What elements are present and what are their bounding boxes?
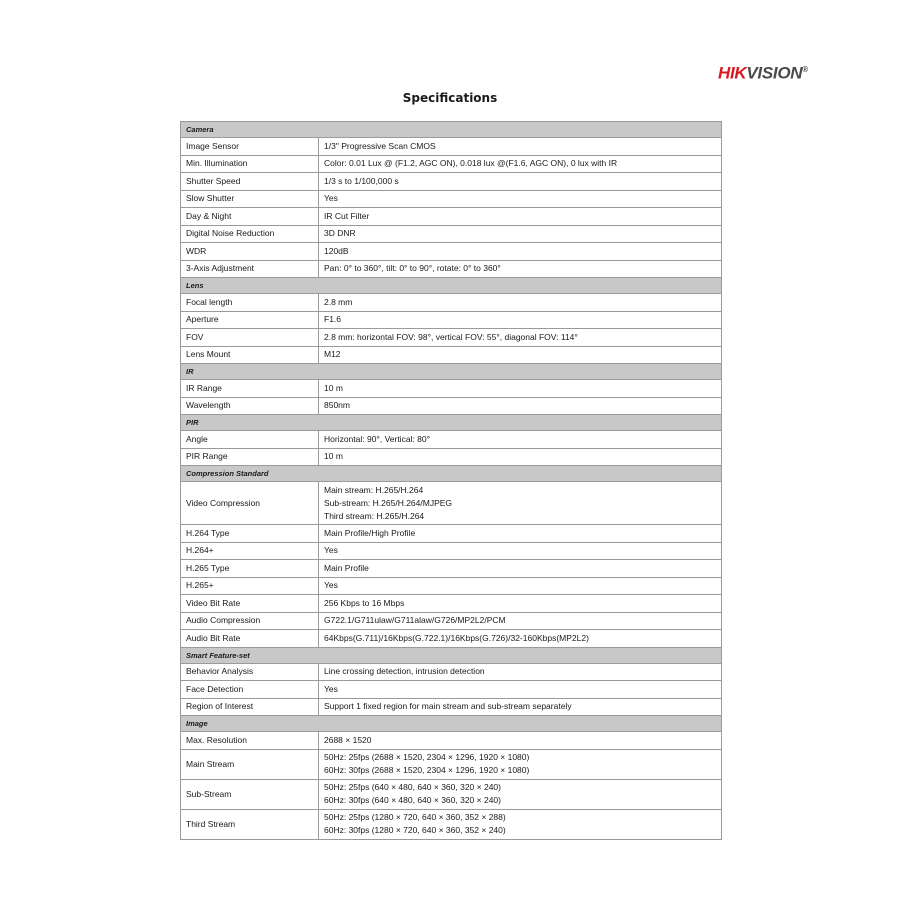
spec-row	[181, 155, 722, 173]
spec-row	[181, 732, 722, 750]
spec-value	[319, 560, 722, 578]
spec-row	[181, 542, 722, 560]
spec-row	[181, 525, 722, 543]
spec-value	[319, 380, 722, 398]
spec-label: Digital Noise Reduction	[181, 225, 319, 243]
spec-value-line: 1/3 s to 1/100,000 s	[324, 175, 399, 186]
spec-row	[181, 560, 722, 578]
spec-value-line: 10 m	[324, 382, 343, 393]
section-title: Compression Standard	[181, 466, 722, 482]
spec-label: Image Sensor	[181, 138, 319, 156]
spec-value	[319, 630, 722, 648]
spec-value-line: Color: 0.01 Lux @ (F1.2, AGC ON), 0.018 lux @(F1.6, AGC ON), 0 lux with IR	[324, 158, 618, 169]
spec-value	[319, 779, 722, 809]
spec-value-line: F1.6	[324, 314, 342, 325]
spec-row	[181, 612, 722, 630]
spec-value	[319, 155, 722, 173]
spec-value-line: 2.8 mm	[324, 296, 353, 307]
spec-row	[181, 397, 722, 415]
spec-value	[319, 595, 722, 613]
spec-value-line: 1/3" Progressive Scan CMOS	[324, 140, 436, 151]
spec-value	[319, 663, 722, 681]
spec-value	[319, 260, 722, 278]
specifications-table-body	[181, 122, 722, 840]
spec-label: Slow Shutter	[181, 190, 319, 208]
section-header	[181, 364, 722, 380]
spec-value	[319, 732, 722, 750]
spec-row	[181, 809, 722, 839]
section-header	[181, 647, 722, 663]
spec-value	[319, 397, 722, 415]
spec-row	[181, 630, 722, 648]
spec-row	[181, 779, 722, 809]
spec-label: Audio Compression	[181, 612, 319, 630]
spec-value	[319, 698, 722, 716]
spec-value	[319, 542, 722, 560]
spec-row	[181, 294, 722, 312]
spec-label: IR Range	[181, 380, 319, 398]
section-header	[181, 415, 722, 431]
spec-label: Max. Resolution	[181, 732, 319, 750]
spec-row	[181, 380, 722, 398]
section-title: Lens	[181, 278, 722, 294]
spec-value-line: Pan: 0° to 360°, tilt: 0° to 90°, rotate: 0° to 360°	[324, 263, 501, 274]
spec-row	[181, 311, 722, 329]
spec-value	[319, 346, 722, 364]
spec-label: Face Detection	[181, 681, 319, 699]
spec-row	[181, 329, 722, 347]
spec-value-line: Yes	[324, 545, 338, 556]
section-header	[181, 278, 722, 294]
specifications-table	[180, 121, 722, 840]
spec-label: 3-Axis Adjustment	[181, 260, 319, 278]
spec-label: Main Stream	[181, 749, 319, 779]
spec-value	[319, 577, 722, 595]
section-header	[181, 122, 722, 138]
spec-value-line: G722.1/G711ulaw/G711alaw/G726/MP2L2/PCM	[324, 615, 506, 626]
spec-value-line: 50Hz: 25fps (640 × 480, 640 × 360, 320 × 240)	[324, 782, 501, 792]
spec-value	[319, 138, 722, 156]
spec-value-line: 850nm	[324, 400, 350, 411]
brand-logo	[718, 60, 808, 84]
spec-row	[181, 173, 722, 191]
spec-value	[319, 294, 722, 312]
spec-value-line: 3D DNR	[324, 228, 356, 239]
spec-label: PIR Range	[181, 448, 319, 466]
spec-row	[181, 448, 722, 466]
spec-value	[319, 243, 722, 261]
spec-value	[319, 431, 722, 449]
spec-value-line: Third stream: H.265/H.264	[324, 510, 425, 521]
spec-value-line: M12	[324, 349, 341, 360]
spec-value	[319, 681, 722, 699]
spec-value-line: 256 Kbps to 16 Mbps	[324, 597, 405, 608]
spec-value	[319, 448, 722, 466]
spec-label: Third Stream	[181, 809, 319, 839]
spec-value-line: 50Hz: 25fps (2688 × 1520, 2304 × 1296, 1920 × 1080)	[324, 752, 530, 762]
spec-value-line: 2688 × 1520	[324, 734, 372, 745]
spec-value-line: Yes	[324, 683, 338, 694]
spec-value-line: Horizontal: 90°, Vertical: 80°	[324, 433, 431, 444]
spec-label: Min. Illumination	[181, 155, 319, 173]
spec-label: H.264 Type	[181, 525, 319, 543]
brand-logo-part2: VISION	[746, 63, 803, 83]
section-header	[181, 716, 722, 732]
spec-value	[319, 208, 722, 226]
brand-logo-part1: HIK	[718, 63, 747, 83]
spec-label: Sub-Stream	[181, 779, 319, 809]
spec-label: H.265 Type	[181, 560, 319, 578]
spec-row	[181, 225, 722, 243]
section-header	[181, 466, 722, 482]
spec-value-line: Sub-stream: H.265/H.264/MJPEG	[324, 497, 453, 508]
spec-row	[181, 243, 722, 261]
spec-label: Aperture	[181, 311, 319, 329]
spec-value	[319, 225, 722, 243]
spec-value-line: 60Hz: 30fps (2688 × 1520, 2304 × 1296, 1920 × 1080)	[324, 765, 530, 775]
spec-value-line: Line crossing detection, intrusion detection	[324, 666, 485, 677]
page-title: Specifications	[402, 91, 498, 105]
spec-label: Shutter Speed	[181, 173, 319, 191]
spec-label: Lens Mount	[181, 346, 319, 364]
spec-value-line: Support 1 fixed region for main stream and sub-stream separately	[324, 701, 572, 712]
spec-value-line: Yes	[324, 193, 338, 204]
spec-value	[319, 525, 722, 543]
spec-row	[181, 138, 722, 156]
spec-row	[181, 208, 722, 226]
spec-row	[181, 698, 722, 716]
brand-logo-registered: ®	[802, 65, 808, 74]
section-title: PIR	[181, 415, 722, 431]
spec-value-line: 2.8 mm: horizontal FOV: 98°, vertical FOV: 55°, diagonal FOV: 114°	[324, 331, 578, 342]
spec-row	[181, 577, 722, 595]
spec-value-line: 60Hz: 30fps (1280 × 720, 640 × 360, 352 × 240)	[324, 825, 506, 835]
spec-label: FOV	[181, 329, 319, 347]
spec-row	[181, 663, 722, 681]
spec-value-line: Main Profile	[324, 562, 369, 573]
spec-label: Audio Bit Rate	[181, 630, 319, 648]
spec-value-line: 50Hz: 25fps (1280 × 720, 640 × 360, 352 × 288)	[324, 812, 506, 822]
spec-label: H.264+	[181, 542, 319, 560]
spec-label: Region of Interest	[181, 698, 319, 716]
spec-label: Video Compression	[181, 482, 319, 525]
spec-value	[319, 749, 722, 779]
spec-value-line: 120dB	[324, 245, 349, 256]
spec-value-line: 10 m	[324, 451, 343, 462]
spec-value	[319, 173, 722, 191]
spec-value-line: 64Kbps(G.711)/16Kbps(G.722.1)/16Kbps(G.726)/32-160Kbps(MP2L2)	[324, 632, 589, 643]
spec-label: Angle	[181, 431, 319, 449]
spec-value	[319, 311, 722, 329]
spec-label: Focal length	[181, 294, 319, 312]
spec-row	[181, 595, 722, 613]
section-title: IR	[181, 364, 722, 380]
spec-value-line: Main Profile/High Profile	[324, 527, 416, 538]
spec-row	[181, 749, 722, 779]
spec-label: Behavior Analysis	[181, 663, 319, 681]
spec-label: Video Bit Rate	[181, 595, 319, 613]
spec-label: Day & Night	[181, 208, 319, 226]
section-title: Image	[181, 716, 722, 732]
spec-row	[181, 681, 722, 699]
spec-row	[181, 482, 722, 525]
spec-row	[181, 346, 722, 364]
spec-label: Wavelength	[181, 397, 319, 415]
spec-label: WDR	[181, 243, 319, 261]
spec-row	[181, 431, 722, 449]
spec-value-line: 60Hz: 30fps (640 × 480, 640 × 360, 320 × 240)	[324, 795, 501, 805]
spec-value	[319, 809, 722, 839]
section-title: Camera	[181, 122, 722, 138]
spec-value	[319, 612, 722, 630]
spec-label: H.265+	[181, 577, 319, 595]
spec-value	[319, 482, 722, 525]
spec-value	[319, 190, 722, 208]
spec-value-line: Yes	[324, 580, 338, 591]
spec-row	[181, 190, 722, 208]
spec-value-line: IR Cut Filter	[324, 210, 370, 221]
section-title: Smart Feature-set	[181, 647, 722, 663]
spec-row	[181, 260, 722, 278]
spec-value-line: Main stream: H.265/H.264	[324, 484, 424, 495]
spec-value	[319, 329, 722, 347]
